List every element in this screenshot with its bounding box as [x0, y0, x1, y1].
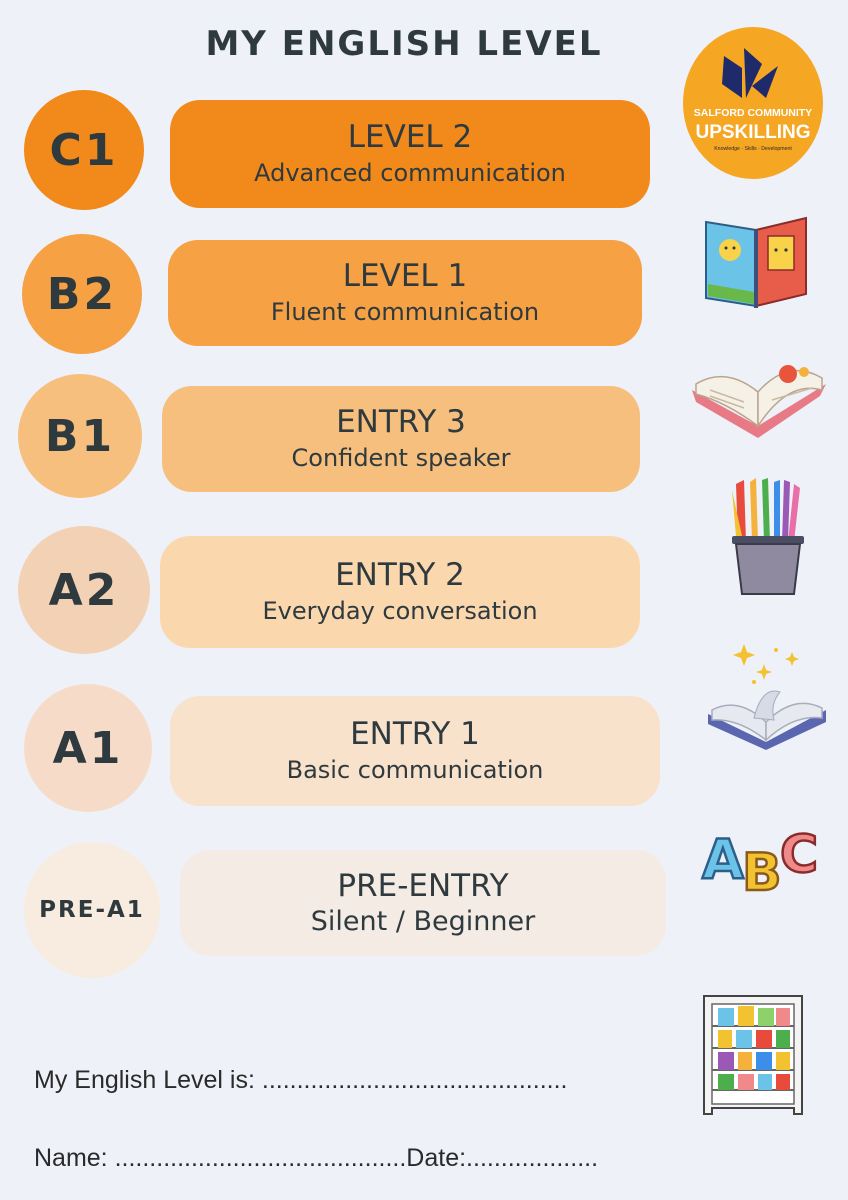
name-date-field[interactable]: Name: ..........................................Date:...................	[34, 1144, 599, 1172]
level-description: Basic communication	[286, 756, 544, 784]
badge-b2	[22, 234, 142, 354]
page-title: MY ENGLISH LEVEL	[205, 24, 603, 64]
level-name: ENTRY 3	[336, 404, 466, 440]
badge-a1	[24, 684, 152, 812]
picture-book-icon	[698, 208, 814, 312]
badge-label: B1	[44, 410, 116, 462]
level-description: Advanced communication	[254, 159, 566, 187]
open-book-icon	[688, 344, 830, 444]
level-card-a2	[160, 536, 640, 648]
level-description: Everyday conversation	[262, 597, 538, 625]
english-level-field[interactable]: My English Level is: ............................................	[34, 1066, 568, 1094]
level-card-b2	[168, 240, 642, 346]
logo-line1: SALFORD COMMUNITY	[693, 107, 813, 119]
svg-text:A: A	[702, 828, 744, 891]
level-name: ENTRY 2	[335, 557, 465, 593]
logo-line2: UPSKILLING	[695, 122, 811, 143]
level-card-c1	[170, 100, 650, 208]
level-card-b1	[162, 386, 640, 492]
badge-label: C1	[49, 124, 119, 176]
badge-pre-a1	[24, 842, 160, 978]
logo-tagline: Knowledge · Skills · Development	[714, 146, 792, 152]
level-name: ENTRY 1	[350, 716, 480, 752]
badge-c1	[24, 90, 144, 210]
level-card-a1	[170, 696, 660, 806]
level-name: LEVEL 2	[347, 119, 473, 155]
badge-a2	[18, 526, 150, 654]
level-description: Confident speaker	[291, 444, 511, 472]
level-description: Fluent communication	[270, 298, 540, 326]
magic-book-icon	[704, 630, 830, 754]
level-description: Silent / Beginner	[310, 906, 536, 937]
bookshelf-icon	[698, 990, 808, 1118]
level-card-pre-a1	[180, 850, 666, 956]
badge-label: A1	[52, 722, 124, 774]
svg-text:C: C	[780, 825, 819, 885]
level-name: LEVEL 1	[342, 258, 468, 294]
salford-upskilling-logo	[682, 26, 824, 180]
badge-label: PRE-A1	[39, 897, 145, 923]
svg-text:B: B	[742, 843, 782, 898]
level-name: PRE-ENTRY	[337, 868, 509, 904]
badge-label: B2	[46, 268, 118, 320]
badge-label: A2	[48, 564, 120, 616]
badge-b1	[18, 374, 142, 498]
pencil-cup-icon	[722, 476, 814, 598]
abc-letters-icon	[700, 816, 826, 898]
